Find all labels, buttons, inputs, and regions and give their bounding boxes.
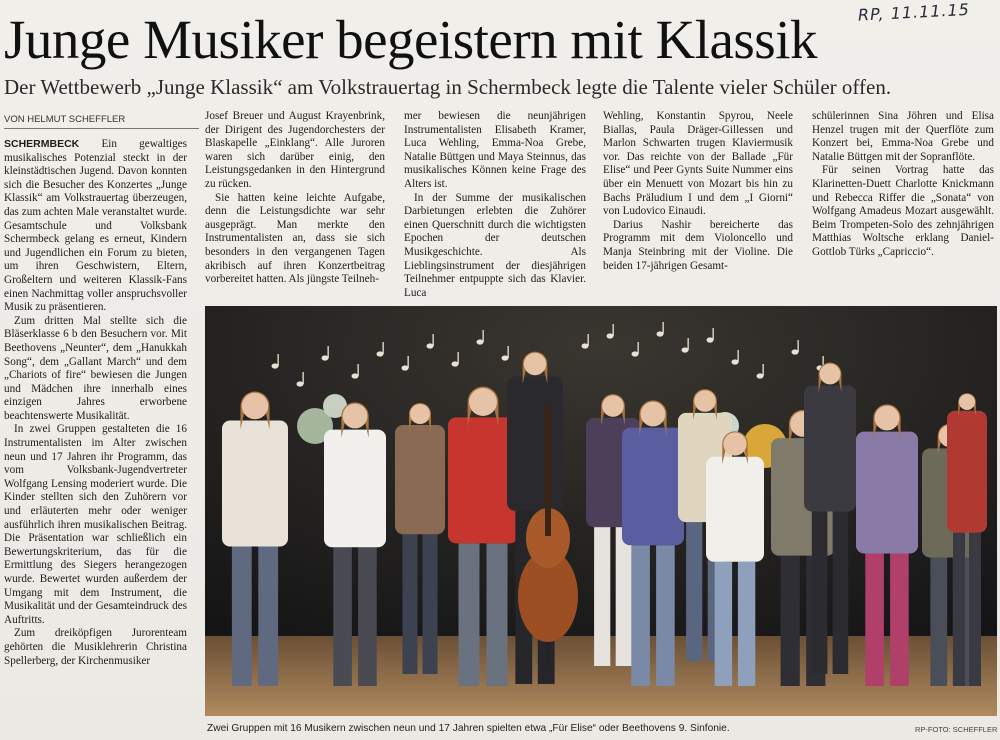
handwritten-date-note: RP, 11.11.15 — [857, 0, 971, 25]
music-note-stem — [358, 364, 359, 376]
music-note-icon — [352, 373, 359, 378]
column-5-paragraph-2: Für seinen Vortrag hatte das Klarinetten-Duett Charlotte Knickmann und Rebecca Riffer die „Sonata“ von Wolfgang Amadeus Mozart ausgewählt. Beim Trompeten-Solo des zehnjährigen Matthias Woltsche erklang Daniel-Gottlob Türks „Capriccio“. — [812, 164, 994, 258]
column-4-paragraph-2: Darius Nashir bereicherte das Programm mit dem Violoncello und Manja Steinbring mit der Violine. Die beiden 17-jährigen Gesamt- — [603, 218, 793, 272]
music-note-stem — [588, 334, 589, 346]
music-note-stem — [383, 342, 384, 354]
music-note-icon — [427, 343, 434, 348]
article-column-5 — [812, 110, 994, 310]
music-note-icon — [732, 359, 739, 364]
music-note-icon — [322, 355, 329, 360]
music-note-icon — [402, 365, 409, 370]
article-dateline: SCHERMBECK — [4, 138, 80, 150]
column-paragraph — [4, 138, 187, 315]
music-note-stem — [303, 372, 304, 384]
article-subheadline: Der Wettbewerb „Junge Klassik“ am Volkstrauertag in Schermbeck legte die Talente vieler Schüler offen. — [4, 75, 892, 99]
music-note-stem — [458, 352, 459, 364]
article-column-3 — [404, 110, 586, 310]
music-note-stem — [433, 334, 434, 346]
music-note-stem — [408, 356, 409, 368]
music-note-icon — [792, 349, 799, 354]
music-note-icon — [757, 373, 764, 378]
music-note-icon — [632, 351, 639, 356]
photo-credit: RP-FOTO: SCHEFFLER — [915, 725, 998, 734]
music-note-stem — [328, 346, 329, 358]
music-note-stem — [638, 342, 639, 354]
column-5-paragraph-1: schülerinnen Sina Jöhren und Elisa Henzel trugen mit der Querflöte zum Konzert bei, Emma-Noa Grebe und Natalie Büttgen mit der Sopranflöte. — [812, 110, 994, 163]
column-1-paragraph-2: Zum dritten Mal stellte sich die Bläserklasse 6 b den Besuchern vor. Mit Beethovens „Neunter“, dem „Hanukkah Song“, dem „Gallant March“ und dem „Chariots of fire“ bewiesen die Jungen und Mädchen ihre innerhalb eines einzigen Jahres erworbene beachtenswerte Musikalität. — [4, 314, 187, 422]
music-note-stem — [613, 324, 614, 336]
music-note-stem — [663, 322, 664, 334]
group-photo — [205, 306, 997, 716]
music-note-stem — [688, 338, 689, 350]
music-note-icon — [452, 361, 459, 366]
music-note-icon — [607, 333, 614, 338]
column-1-paragraph-1: Ein gewaltiges musikalisches Potenzial steckt in der kleinstädtischen Jugend. Davon konnten sich die Besucher des Konzertes „Junge Klassik“ am Volkstrauertag überzeugen, das zum achten Male veranstaltet wurde. Gesamtschule und Volksbank Schermbeck gelang es erneut, Kindern und Jugendlichen ein Forum zu bieten, um ihren Geschwistern, Eltern, Großeltern und weiteren Klassik-Fans einen Nachmittag voller anspruchsvoller Musik zu präsentieren. — [4, 138, 187, 314]
music-note-icon — [707, 337, 714, 342]
column-2-paragraph-2: Sie hatten keine leichte Aufgabe, denn die Leistungsdichte war sehr ausgeprägt. Man merkte den Instrumentalisten an, dass sie sich besonders in den vergangenen Tagen akribisch auf ihren Konzertbeitrag vorbereitet hatten. Als jüngste Teilneh- — [205, 191, 385, 286]
article-column-1 — [4, 138, 187, 720]
article-byline: VON HELMUT SCHEFFLER — [4, 112, 199, 129]
article-column-4 — [603, 110, 793, 310]
column-1-paragraph-3: In zwei Gruppen gestalteten die 16 Instrumentalisten im Alter zwischen neun und 17 Jahren ihr Programm, das vom Volksbank-Jugendvertreter Wolfgang Lensing moderiert wurde. Die Kinder stellten sich den Zuhörern vor und erläuterten mehr oder weniger ausführlich ihren musikalischen Beitrag. Die Präsentation war schließlich ein Bewertungskriterium, das für die Ermittlung des Siegers herangezogen wurde. Bewertet wurden außerdem der Umgang mit dem Instrument, die Musikalität und der Gesamteindruck des Auftritts. — [4, 423, 187, 626]
music-note-icon — [657, 331, 664, 336]
music-note-icon — [682, 347, 689, 352]
music-note-stem — [763, 364, 764, 376]
music-note-icon — [377, 351, 384, 356]
group-photo-illustration — [205, 306, 997, 716]
music-note-stem — [713, 328, 714, 340]
music-note-icon — [272, 363, 279, 368]
column-2-paragraph-1: Josef Breuer und August Krayenbrink, der Dirigent des Jugendorchesters der Blaskapelle „Einklang“. Alle Juroren waren sich darüber einig, den Leistungsgedanken in den Hintergrund zu rücken. — [205, 110, 385, 190]
photo-caption: Zwei Gruppen mit 16 Musikern zwischen neun und 17 Jahren spielten etwa „Für Elise“ oder Beethovens 9. Sinfonie. — [207, 723, 730, 734]
music-note-icon — [297, 381, 304, 386]
music-note-icon — [477, 339, 484, 344]
column-3-paragraph-1: mer bewiesen die neunjährigen Instrumentalisten Elisabeth Kramer, Luca Wehling, Emma-Noa Grebe, Natalie Büttgen und Maya Steinnus, das musikalisches Können keine Frage des Alters ist. — [404, 110, 586, 190]
column-4-paragraph-1: Wehling, Konstantin Spyrou, Neele Biallas, Paula Dräger-Gillessen und Marlon Schwarten trugen Klaviermusik vor. Das reichte von der Ballade „Für Elise“ und Peer Gynts Suite Nummer eins über ein Menuett von Mozart bis hin zu Bachs Präludium I und dem „I Giorni“ von Ludovico Einaudi. — [603, 110, 793, 218]
music-note-stem — [738, 350, 739, 362]
music-note-stem — [278, 354, 279, 366]
column-3-paragraph-2: In der Summe der musikalischen Darbietungen erlebten die Zuhörer einen Querschnitt durch die wichtigsten Epochen der deutschen Musikgeschichte. Als Lieblingsinstrument der diesjährigen Teilnehmer entpuppte sich das Klavier. Luca — [404, 191, 586, 299]
music-note-stem — [798, 340, 799, 352]
article-column-2 — [205, 110, 385, 310]
article-headline: Junge Musiker begeistern mit Klassik — [4, 9, 817, 70]
music-note-stem — [483, 330, 484, 342]
music-note-icon — [582, 343, 589, 348]
column-1-paragraph-4: Zum dreiköpfigen Jurorenteam gehörten die Musiklehrerin Christina Spellerberg, der Kirchenmusiker — [4, 627, 187, 667]
music-note-stem — [508, 346, 509, 358]
music-note-icon — [502, 355, 509, 360]
